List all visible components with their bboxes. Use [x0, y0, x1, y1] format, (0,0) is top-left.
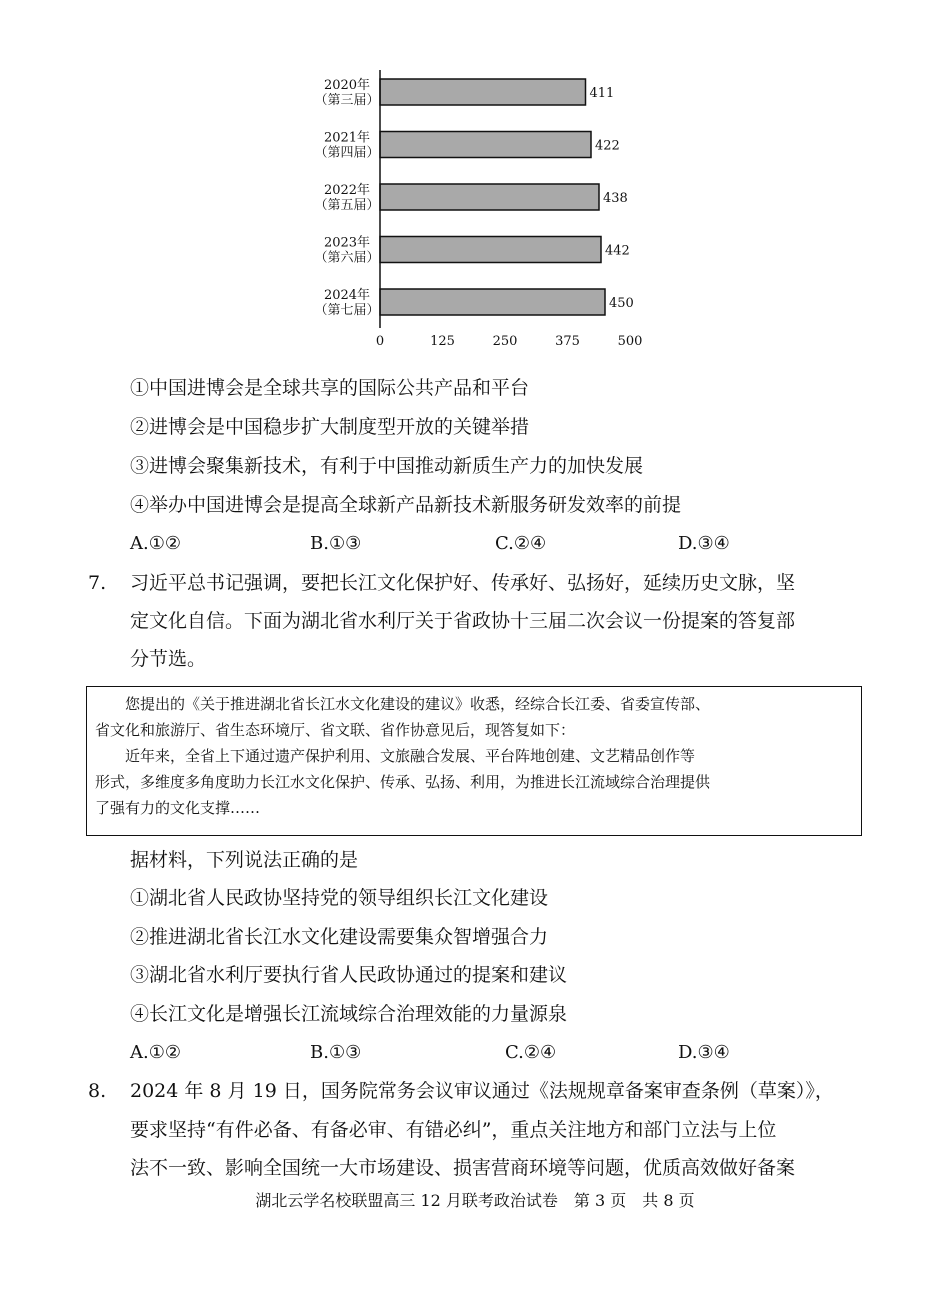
bar-value-label: 442: [605, 243, 630, 259]
bar: [380, 237, 601, 263]
bar-value-label: 450: [609, 296, 634, 311]
q6-option-2: ②进博会是中国稳步扩大制度型开放的关键举措: [130, 416, 530, 438]
bar: [380, 289, 605, 315]
bars: [380, 79, 605, 315]
x-tick-label: 500: [617, 334, 643, 349]
q8-number: 8.: [88, 1080, 107, 1102]
x-tick-label: 250: [492, 334, 518, 349]
q7-option-2: ②推进湖北省长江水文化建设需要集众智增强合力: [130, 926, 549, 948]
q7-choice-a[interactable]: A.①②: [130, 1042, 181, 1063]
q7-choice-b[interactable]: B.①③: [310, 1042, 362, 1063]
x-tick-labels: [376, 334, 643, 349]
bar: [380, 184, 599, 210]
bar-chart: [300, 70, 660, 355]
category-year-label: 2022年: [323, 183, 371, 198]
material-line-5: 了强有力的文化支撑……: [95, 799, 261, 817]
q7-number: 7.: [88, 572, 107, 594]
q8-stem-line-2: 要求坚持“有件必备、有备必审、有错必纠”，重点关注地方和部门立法与上位: [130, 1119, 777, 1141]
x-tick-label: 0: [375, 334, 385, 349]
q7-option-3: ③湖北省水利厅要执行省人民政协通过的提案和建议: [130, 964, 568, 986]
bar: [380, 132, 591, 158]
q6-option-1: ①中国进博会是全球共享的国际公共产品和平台: [130, 377, 530, 399]
bar: [380, 79, 586, 105]
material-line-4: 形式，多维度多角度助力长江水文化保护、传承、弘扬、利用，为推进长江流域综合治理提供: [95, 773, 711, 791]
material-line-1: 您提出的《关于推进湖北省长江水文化建设的建议》收悉，经综合长江委、省委宣传部、: [95, 695, 711, 713]
q6-choice-d[interactable]: D.③④: [678, 533, 730, 554]
category-session-label: （第四届）: [314, 145, 380, 161]
category-year-label: 2021年: [323, 130, 371, 146]
q7-stem-line-3: 分节选。: [130, 648, 207, 670]
q7-option-1: ①湖北省人民政协坚持党的领导组织长江文化建设: [130, 887, 549, 909]
q7-option-4: ④长江文化是增强长江流域综合治理效能的力量源泉: [130, 1003, 568, 1025]
category-session-label: （第六届）: [314, 250, 380, 266]
q7-choice-c[interactable]: C.②④: [505, 1042, 557, 1063]
bar-value-label: 438: [603, 191, 628, 206]
q7-stem-line-2: 定文化自信。下面为湖北省水利厅关于省政协十三届二次会议一份提案的答复部: [130, 610, 796, 632]
category-session-label: （第七届）: [314, 303, 380, 318]
q6-choice-c[interactable]: C.②④: [495, 533, 547, 554]
material-line-2: 省文化和旅游厅、省生态环境厅、省文联、省作协意见后，现答复如下：: [95, 721, 576, 739]
q6-option-3: ③进博会聚集新技术，有利于中国推动新质生产力的加快发展: [130, 455, 644, 477]
q6-option-4: ④举办中国进博会是提高全球新产品新技术新服务研发效率的前提: [130, 494, 682, 516]
category-labels: [314, 77, 379, 318]
bar-value-label: 411: [589, 86, 615, 101]
category-year-label: 2023年: [323, 235, 371, 251]
q6-choice-a[interactable]: A.①②: [130, 533, 181, 554]
material-line-3: 近年来，全省上下通过遗产保护利用、文旅融合发展、平台阵地创建、文艺精品创作等: [95, 747, 696, 765]
category-session-label: （第五届）: [314, 198, 380, 213]
q7-stem-line-1: 习近平总书记强调，要把长江文化保护好、传承好、弘扬好，延续历史文脉，坚: [130, 572, 796, 594]
material-box: [86, 686, 862, 836]
q8-stem-line-1: 2024 年 8 月 19 日，国务院常务会议审议通过《法规规章备案审查条例（草案）》，: [130, 1080, 834, 1102]
x-tick-label: 375: [555, 334, 580, 349]
bar-value-label: 422: [595, 138, 620, 154]
page-footer: 湖北云学名校联盟高三 12 月联考政治试卷 第 3 页 共 8 页: [255, 1191, 695, 1210]
q7-choice-d[interactable]: D.③④: [678, 1042, 730, 1063]
category-year-label: 2020年: [323, 78, 371, 93]
category-year-label: 2024年: [323, 288, 371, 303]
q7-prompt: 据材料，下列说法正确的是: [130, 849, 359, 871]
q8-stem-line-3: 法不一致、影响全国统一大市场建设、损害营商环境等问题，优质高效做好备案: [130, 1157, 796, 1179]
q6-choice-b[interactable]: B.①③: [310, 533, 362, 554]
x-tick-label: 125: [430, 334, 455, 349]
category-session-label: （第三届）: [314, 93, 380, 108]
